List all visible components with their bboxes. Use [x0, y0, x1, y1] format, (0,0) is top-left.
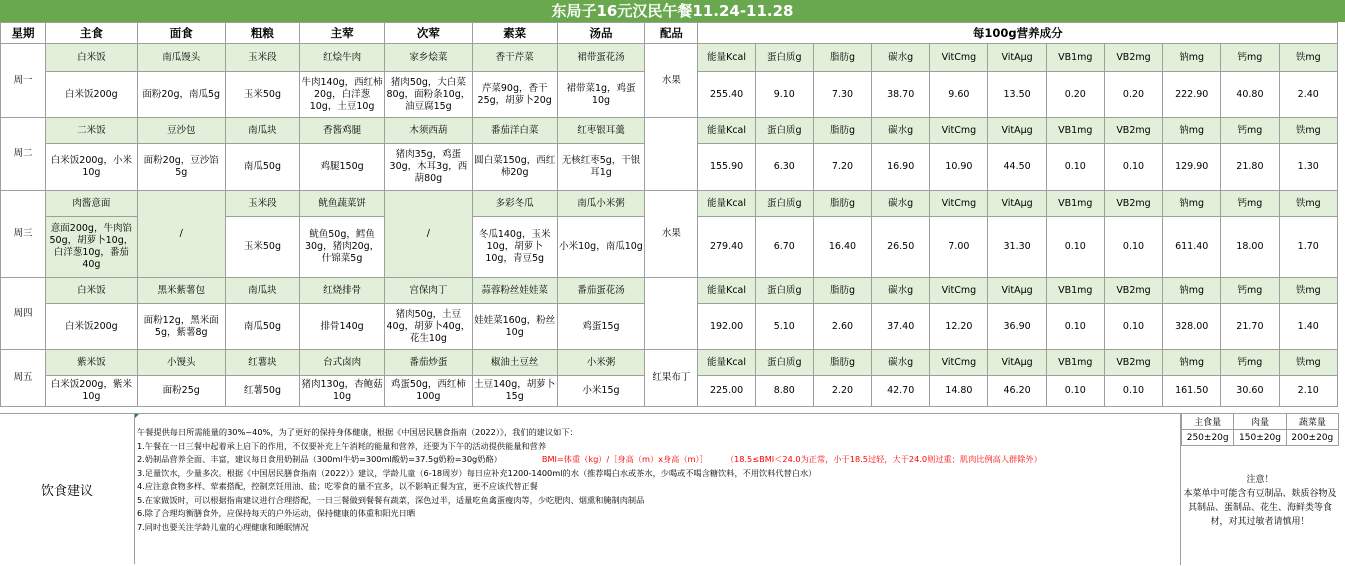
ingredient-flour: 面粉12g，黑米面5g，紫薯8g — [137, 304, 225, 350]
nutrient-value: 2.60 — [813, 304, 871, 350]
nutrient-label: 铁mg — [1279, 118, 1338, 144]
nutrient-value: 6.70 — [755, 217, 813, 278]
nutrient-value: 38.70 — [872, 72, 930, 118]
nutrient-label: 碳水g — [872, 44, 930, 72]
header-side-meat: 次荤 — [384, 23, 472, 44]
ingredient-coarse: 玉米50g — [225, 217, 300, 278]
dish-soup: 红枣银耳羹 — [557, 118, 645, 144]
extra-cell: 水果 — [645, 44, 698, 118]
dish-veg: 蒜蓉粉丝娃娃菜 — [472, 278, 557, 304]
nutrient-label: 铁mg — [1279, 44, 1338, 72]
nutrient-value: 26.50 — [872, 217, 930, 278]
nutrient-label: VitCmg — [930, 278, 988, 304]
ingredient-staple: 白米饭200g — [45, 304, 137, 350]
nutrient-value: 0.20 — [1104, 72, 1162, 118]
portion-value-veg: 200±20g — [1286, 430, 1338, 446]
portion-panel — [1180, 413, 1339, 565]
portion-header-staple: 主食量 — [1182, 414, 1234, 430]
nutrient-value: 7.00 — [930, 217, 988, 278]
portion-header-veg: 蔬菜量 — [1286, 414, 1338, 430]
nutrient-value: 40.80 — [1221, 72, 1279, 118]
ingredient-main-meat: 鱿鱼50g，鳕鱼30g，猪肉20g，什锦菜5g — [300, 217, 385, 278]
nutrient-value: 13.50 — [988, 72, 1046, 118]
ingredient-coarse: 南瓜50g — [225, 304, 300, 350]
nutrient-label: 钙mg — [1221, 118, 1279, 144]
dish-staple: 白米饭 — [45, 278, 137, 304]
menu-table — [0, 22, 1338, 407]
dish-soup: 番茄蛋花汤 — [557, 278, 645, 304]
dish-side-meat: 宫保肉丁 — [384, 278, 472, 304]
nutrient-label: 能量Kcal — [698, 44, 755, 72]
nutrient-label: 钠mg — [1163, 44, 1221, 72]
nutrient-label: VitAμg — [988, 191, 1046, 217]
ingredient-coarse: 红薯50g — [225, 376, 300, 407]
extra-cell — [645, 118, 698, 191]
ingredient-veg: 圆白菜150g，西红柿20g — [472, 144, 557, 191]
nutrient-label: 脂肪g — [813, 350, 871, 376]
nutrient-value: 36.90 — [988, 304, 1046, 350]
nutrient-value: 192.00 — [698, 304, 755, 350]
advice-line — [137, 453, 1177, 467]
dish-coarse: 玉米段 — [225, 44, 300, 72]
header-weekday: 星期 — [1, 23, 46, 44]
dish-row — [1, 350, 1338, 376]
nutrient-value: 161.50 — [1163, 376, 1221, 407]
weekday-cell: 周一 — [1, 44, 46, 118]
nutrient-label: 钙mg — [1221, 44, 1279, 72]
nutrient-label: VB2mg — [1104, 191, 1162, 217]
nutrient-value: 14.80 — [930, 376, 988, 407]
advice-line: 午餐提供每日所需能量的30%~40%，为了更好的保持身体健康，根据《中国居民膳食指南（2022）》，我们的建议如下： — [137, 427, 578, 437]
nutrient-label: VB1mg — [1046, 118, 1104, 144]
nutrient-value: 42.70 — [872, 376, 930, 407]
ingredient-coarse: 玉米50g — [225, 72, 300, 118]
nutrient-value: 0.10 — [1104, 304, 1162, 350]
nutrient-label: VitCmg — [930, 118, 988, 144]
dish-coarse: 南瓜块 — [225, 278, 300, 304]
nutrient-label: 碳水g — [872, 278, 930, 304]
advice-line: 4.应注意食物多样、荤素搭配，控制烹饪用油、盐；吃零食的量不宜多，以不影响正餐为宜，更不应该代替正餐 — [137, 481, 538, 491]
ingredient-flour: 面粉25g — [137, 376, 225, 407]
ingredient-veg: 冬瓜140g，玉米10g，胡萝卜10g，青豆5g — [472, 217, 557, 278]
ingredient-soup: 小米10g，南瓜10g — [557, 217, 645, 278]
extra-cell: 红果布丁 — [645, 350, 698, 407]
dish-soup: 小米粥 — [557, 350, 645, 376]
nutrient-value: 31.30 — [988, 217, 1046, 278]
nutrient-value: 0.10 — [1046, 217, 1104, 278]
portion-table — [1181, 413, 1339, 446]
allergy-notice — [1181, 473, 1339, 529]
dish-side-meat: 番茄炒蛋 — [384, 350, 472, 376]
nutrient-label: VitAμg — [988, 118, 1046, 144]
nutrient-label: 能量Kcal — [698, 350, 755, 376]
nutrient-label: VitAμg — [988, 350, 1046, 376]
nutrient-label: VB2mg — [1104, 278, 1162, 304]
ingredient-side-meat: 猪肉50g，大白菜80g，面粉条10g，油豆腐15g — [384, 72, 472, 118]
nutrient-value: 222.90 — [1163, 72, 1221, 118]
menu-title: 东局子16元汉民午餐11.24-11.28 — [0, 0, 1345, 22]
nutrient-label: 蛋白质g — [755, 350, 813, 376]
ingredient-staple: 白米饭200g，紫米10g — [45, 376, 137, 407]
dish-main-meat: 红烧排骨 — [300, 278, 385, 304]
ingredient-soup: 裙带菜1g，鸡蛋10g — [557, 72, 645, 118]
nutrient-value: 21.80 — [1221, 144, 1279, 191]
dish-main-meat: 鱿鱼蔬菜饼 — [300, 191, 385, 217]
nutrient-label: 蛋白质g — [755, 278, 813, 304]
nutrient-value: 7.20 — [813, 144, 871, 191]
nutrient-value: 225.00 — [698, 376, 755, 407]
nutrient-label: 蛋白质g — [755, 191, 813, 217]
advice-line: 1.午餐在一日三餐中起着承上启下的作用，不仅要补充上午消耗的能量和营养，还要为下午的活动提供能量和营养 — [137, 440, 547, 451]
header-coarse: 粗粮 — [225, 23, 300, 44]
dish-veg: 香干芹菜 — [472, 44, 557, 72]
advice-line: 7.同时也要关注学龄儿童的心理健康和睡眠情况 — [137, 521, 309, 532]
nutrient-value: 21.70 — [1221, 304, 1279, 350]
nutrient-label: 铁mg — [1279, 191, 1338, 217]
ingredient-main-meat: 鸡腿150g — [300, 144, 385, 191]
ingredient-veg: 芹菜90g，香干25g，胡萝卜20g — [472, 72, 557, 118]
nutrient-label: VB1mg — [1046, 44, 1104, 72]
nutrient-label: 铁mg — [1279, 350, 1338, 376]
ingredient-side-meat: 鸡蛋50g，西红柿100g — [384, 376, 472, 407]
ingredient-veg: 土豆140g，胡萝卜15g — [472, 376, 557, 407]
nutrient-label: VB1mg — [1046, 278, 1104, 304]
weekday-cell: 周四 — [1, 278, 46, 350]
nutrient-label: 蛋白质g — [755, 118, 813, 144]
ingredient-coarse: 南瓜50g — [225, 144, 300, 191]
dish-staple: 肉酱意面 — [45, 191, 137, 217]
portion-value-staple: 250±20g — [1182, 430, 1234, 446]
nutrient-label: VB1mg — [1046, 350, 1104, 376]
nutrient-value: 44.50 — [988, 144, 1046, 191]
nutrient-value: 5.10 — [755, 304, 813, 350]
nutrient-value: 255.40 — [698, 72, 755, 118]
notice-title: 注意！ — [1246, 475, 1274, 485]
ingredient-soup: 鸡蛋15g — [557, 304, 645, 350]
dish-flour: 南瓜馒头 — [137, 44, 225, 72]
portion-value-meat: 150±20g — [1234, 430, 1286, 446]
dish-side-meat: 家乡烩菜 — [384, 44, 472, 72]
nutrient-label: 脂肪g — [813, 191, 871, 217]
ingredient-staple: 白米饭200g，小米10g — [45, 144, 137, 191]
dish-row — [1, 278, 1338, 304]
ingredient-flour: 面粉20g，豆沙馅5g — [137, 144, 225, 191]
nutrient-value: 0.10 — [1046, 376, 1104, 407]
dish-main-meat: 台式卤肉 — [300, 350, 385, 376]
ingredient-staple: 白米饭200g — [45, 72, 137, 118]
ingredient-soup: 无核红枣5g，干银耳1g — [557, 144, 645, 191]
nutrient-label: VB2mg — [1104, 44, 1162, 72]
ingredient-side-meat: 猪肉35g，鸡蛋30g，木耳3g，西葫80g — [384, 144, 472, 191]
header-veg: 素菜 — [472, 23, 557, 44]
bmi-formula: BMI=体重（kg）/［身高（m）x身高（m）］ — [541, 454, 708, 464]
advice-label: 饮食建议 — [0, 414, 135, 564]
notice-text: 本菜单中可能含有豆制品、麸质谷物及其制品、蛋制品、花生、海鲜类等食材，对其过敏者请慎用！ — [1183, 489, 1337, 527]
nutrient-label: 钠mg — [1163, 350, 1221, 376]
nutrient-label: 碳水g — [872, 118, 930, 144]
nutrient-label: 碳水g — [872, 191, 930, 217]
dish-main-meat: 香酱鸡腿 — [300, 118, 385, 144]
nutrient-value: 0.10 — [1046, 304, 1104, 350]
dish-flour: 黑米紫薯包 — [137, 278, 225, 304]
extra-cell — [645, 278, 698, 350]
nutrient-label: 能量Kcal — [698, 278, 755, 304]
portion-header-meat: 肉量 — [1234, 414, 1286, 430]
dish-coarse: 玉米段 — [225, 191, 300, 217]
dish-staple: 紫米饭 — [45, 350, 137, 376]
advice-line: 6.除了合理均衡膳食外，应保持每天的户外运动，保持健康的体重和阳光日晒 — [137, 508, 416, 518]
nutrient-value: 8.80 — [755, 376, 813, 407]
dish-veg: 椒油土豆丝 — [472, 350, 557, 376]
nutrient-value: 2.10 — [1279, 376, 1338, 407]
nutrient-label: 钙mg — [1221, 350, 1279, 376]
nutrient-label: 蛋白质g — [755, 44, 813, 72]
nutrient-label: 铁mg — [1279, 278, 1338, 304]
dish-main-meat: 红烩牛肉 — [300, 44, 385, 72]
nutrient-label: VitCmg — [930, 350, 988, 376]
nutrient-label: 钙mg — [1221, 191, 1279, 217]
ingredient-veg: 娃娃菜160g，粉丝10g — [472, 304, 557, 350]
header-staple: 主食 — [45, 23, 137, 44]
nutrient-value: 9.10 — [755, 72, 813, 118]
nutrient-value: 16.40 — [813, 217, 871, 278]
nutrient-value: 37.40 — [872, 304, 930, 350]
nutrient-label: 脂肪g — [813, 278, 871, 304]
nutrient-label: VB2mg — [1104, 350, 1162, 376]
header-flour: 面食 — [137, 23, 225, 44]
header-extra: 配品 — [645, 23, 698, 44]
nutrient-value: 6.30 — [755, 144, 813, 191]
nutrient-value: 611.40 — [1163, 217, 1221, 278]
header-main-meat: 主荤 — [300, 23, 385, 44]
ingredient-main-meat: 排骨140g — [300, 304, 385, 350]
header-soup: 汤品 — [557, 23, 645, 44]
weekday-cell: 周三 — [1, 191, 46, 278]
nutrient-value: 7.30 — [813, 72, 871, 118]
nutrient-value: 46.20 — [988, 376, 1046, 407]
extra-cell: 水果 — [645, 191, 698, 278]
dish-coarse: 红薯块 — [225, 350, 300, 376]
nutrient-value: 9.60 — [930, 72, 988, 118]
advice-text — [137, 426, 1177, 534]
nutrient-value: 0.10 — [1104, 217, 1162, 278]
nutrient-value: 16.90 — [872, 144, 930, 191]
nutrient-value: 129.90 — [1163, 144, 1221, 191]
nutrient-label: VitCmg — [930, 44, 988, 72]
advice-line: 3.足量饮水，少量多次。根据《中国居民膳食指南（2022）》建议，学龄儿童（6-18周岁）每日应补充1200-1400ml的水（推荐喝白水或茶水，少喝或不喝含糖饮料，不用饮料代替白水） — [137, 467, 817, 478]
dish-soup: 南瓜小米粥 — [557, 191, 645, 217]
nutrient-label: 钙mg — [1221, 278, 1279, 304]
nutrient-label: 碳水g — [872, 350, 930, 376]
advice-line-text: 2.奶制品营养全面、丰富，建议每日食用奶制品（300ml牛奶=300ml酸奶=37.5g奶粉=30g奶酪） — [137, 454, 502, 464]
dish-veg: 多彩冬瓜 — [472, 191, 557, 217]
nutrient-value: 1.70 — [1279, 217, 1338, 278]
nutrient-value: 155.90 — [698, 144, 755, 191]
nutrient-label: 钠mg — [1163, 191, 1221, 217]
nutrient-label: 钠mg — [1163, 118, 1221, 144]
nutrient-label: VB2mg — [1104, 118, 1162, 144]
ingredient-side-meat: 猪肉50g，土豆40g，胡萝卜40g，花生10g — [384, 304, 472, 350]
nutrient-label: 脂肪g — [813, 118, 871, 144]
bmi-range: （18.5≤BMI＜24.0为正常，小于18.5过轻，大于24.0则过重；肌肉比例高人群除外） — [725, 454, 1042, 464]
dish-side-meat: 木须西葫 — [384, 118, 472, 144]
dish-staple: 白米饭 — [45, 44, 137, 72]
nutrient-label: VB1mg — [1046, 191, 1104, 217]
weekday-cell: 周五 — [1, 350, 46, 407]
nutrient-value: 0.10 — [1104, 144, 1162, 191]
header-row — [1, 23, 1338, 44]
nutrient-value: 279.40 — [698, 217, 755, 278]
ingredient-soup: 小米15g — [557, 376, 645, 407]
ingredient-main-meat: 猪肉130g，杏鲍菇10g — [300, 376, 385, 407]
nutrient-value: 1.40 — [1279, 304, 1338, 350]
dish-flour: 豆沙包 — [137, 118, 225, 144]
nutrient-value: 18.00 — [1221, 217, 1279, 278]
dish-row — [1, 191, 1338, 217]
dish-side-meat: / — [384, 191, 472, 278]
weekday-cell: 周二 — [1, 118, 46, 191]
dish-coarse: 南瓜块 — [225, 118, 300, 144]
nutrient-value: 2.20 — [813, 376, 871, 407]
nutrient-value: 2.40 — [1279, 72, 1338, 118]
ingredient-staple: 意面200g，牛肉馅50g，胡萝卜10g，白洋葱10g，番茄40g — [45, 217, 137, 278]
nutrient-value: 1.30 — [1279, 144, 1338, 191]
nutrient-label: 钠mg — [1163, 278, 1221, 304]
ingredient-main-meat: 牛肉140g，西红柿20g，白洋葱10g，土豆10g — [300, 72, 385, 118]
dish-veg: 番茄洋白菜 — [472, 118, 557, 144]
nutrient-label: 脂肪g — [813, 44, 871, 72]
nutrient-label: VitAμg — [988, 278, 1046, 304]
advice-section — [0, 413, 1180, 566]
header-nutrition: 每100g营养成分 — [698, 23, 1338, 44]
ingredient-flour: 面粉20g，南瓜5g — [137, 72, 225, 118]
dish-soup: 裙带蛋花汤 — [557, 44, 645, 72]
nutrient-label: VitCmg — [930, 191, 988, 217]
dish-row — [1, 118, 1338, 144]
dish-staple: 二米饭 — [45, 118, 137, 144]
nutrient-value: 0.10 — [1046, 144, 1104, 191]
nutrient-value: 30.60 — [1221, 376, 1279, 407]
nutrient-label: 能量Kcal — [698, 118, 755, 144]
dish-row — [1, 44, 1338, 72]
nutrient-value: 0.10 — [1104, 376, 1162, 407]
nutrient-label: VitAμg — [988, 44, 1046, 72]
nutrient-value: 328.00 — [1163, 304, 1221, 350]
advice-line: 5.在家做饭时，可以根据指南建议进行合理搭配，一日三餐做到餐餐有蔬菜，深色过半，适量吃鱼禽蛋瘦肉等，少吃肥肉、烟熏和腌制肉制品 — [137, 494, 645, 505]
nutrient-value: 0.20 — [1046, 72, 1104, 118]
nutrient-value: 12.20 — [930, 304, 988, 350]
nutrient-value: 10.90 — [930, 144, 988, 191]
dish-flour: / — [137, 191, 225, 278]
dish-flour: 小馒头 — [137, 350, 225, 376]
nutrient-label: 能量Kcal — [698, 191, 755, 217]
